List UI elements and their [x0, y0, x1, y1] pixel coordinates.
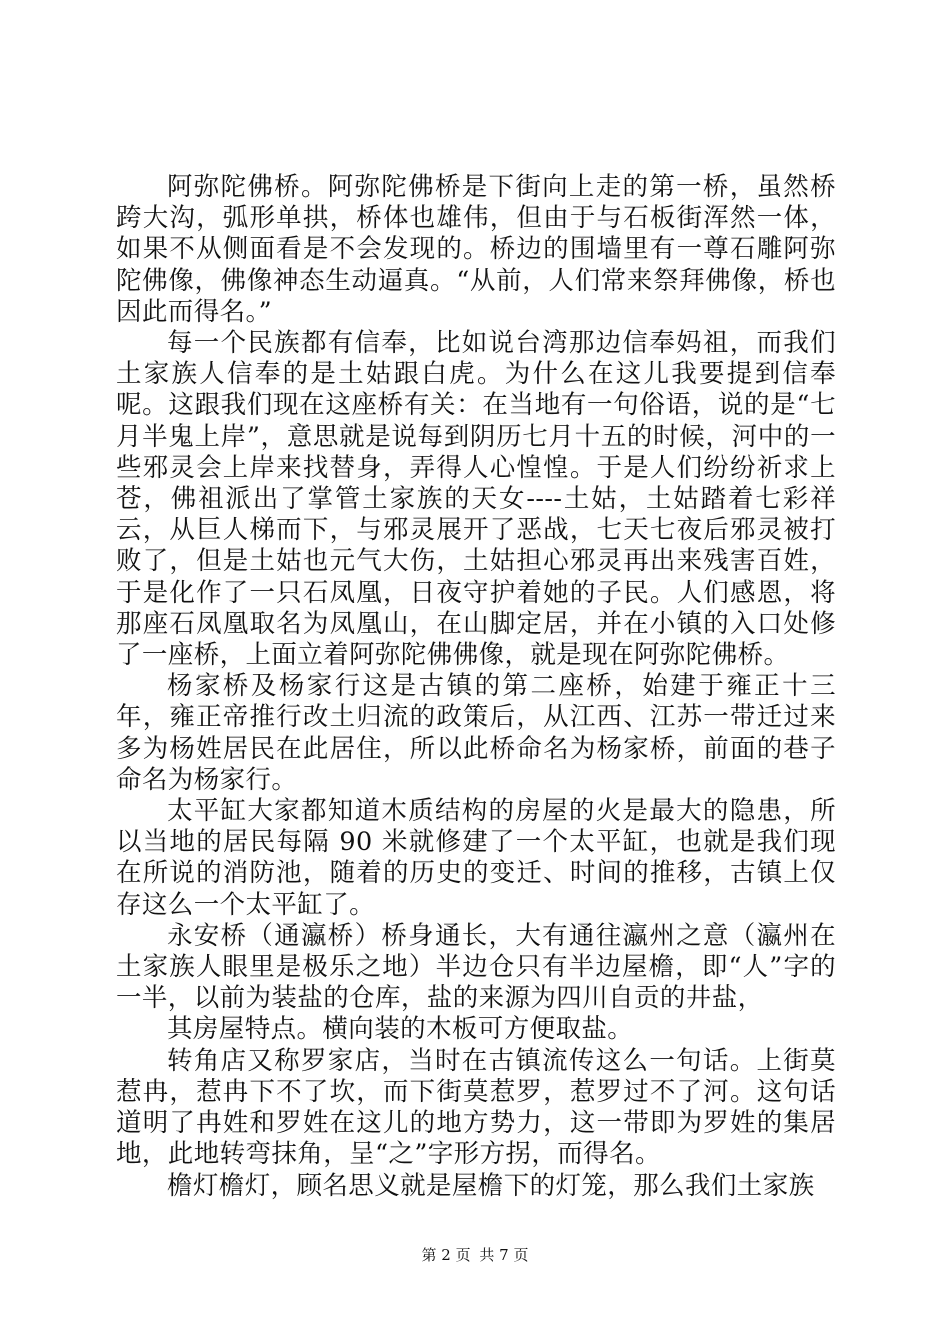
- paragraph-house-feature: 其房屋特点。横向装的木板可方便取盐。: [167, 1014, 634, 1045]
- page-number: 第 2 页: [421, 1246, 471, 1264]
- paragraph-amituofo-bridge: 阿弥陀佛桥。阿弥陀佛桥是下街向上走的第一桥，虽然桥跨大沟，弧形单拱，桥体也雄伟，但由于与石板街浑然一体，如果不从侧面看是不会发现的。桥边的围墙里有一尊石雕阿弥陀佛像，佛像神态生动逼真。“从前，人们常来祭拜佛像，桥也因此而得名。”: [116, 172, 836, 327]
- paragraph-eave-lantern: 檐灯檐灯，顾名思义就是屋檐下的灯笼，那么我们土家族: [167, 1170, 815, 1201]
- page-footer: [0, 1244, 950, 1265]
- paragraph-corner-shop: 转角店又称罗家店，当时在古镇流传这么一句话。上街莫惹冉，惹冉下不了坎，而下街莫惹罗，惹罗过不了河。这句话道明了冉姓和罗姓在这儿的地方势力，这一带即为罗姓的集居地，此地转弯抹角，呈“之”字形方拐，而得名。: [116, 1045, 836, 1170]
- paragraph-yang-family-bridge: 杨家桥及杨家行这是古镇的第二座桥，始建于雍正十三年，雍正帝推行改土归流的政策后，从江西、江苏一带迁过来多为杨姓居民在此居住，所以此桥命名为杨家桥，前面的巷子命名为杨家行。: [116, 671, 836, 795]
- page-total: 共 7 页: [479, 1246, 529, 1264]
- paragraph-yongan-bridge: 永安桥（通瀛桥）桥身通长，大有通往瀛州之意（瀛州在土家族人眼里是极乐之地）半边仓只有半边屋檐，即“人”字的一半，以前为装盐的仓库，盐的来源为四川自贡的井盐，: [116, 920, 836, 1014]
- paragraph-tujia-belief: 每一个民族都有信奉，比如说台湾那边信奉妈祖，而我们土家族人信奉的是土姑跟白虎。为什么在这儿我要提到信奉呢。这跟我们现在这座桥有关：在当地有一句俗语，说的是“七月半鬼上岸”，意思就是说每到阴历七月十五的时候，河中的一些邪灵会上岸来找替身，弄得人心惶惶。于是人们纷纷祈求上苍，佛祖派出了掌管土家族的天女----土姑，土姑踏着七彩祥云，从巨人梯而下，与邪灵展开了恶战，七天七夜后邪灵被打败了，但是土姑也元气大伤，土姑担心邪灵再出来残害百姓，于是化作了一只石凤凰，日夜守护着她的子民。人们感恩，将那座石凤凰取名为凤凰山，在山脚定居，并在小镇的入口处修了一座桥，上面立着阿弥陀佛佛像，就是现在阿弥陀佛桥。: [116, 328, 836, 671]
- paragraph-taiping-vat: 太平缸大家都知道木质结构的房屋的火是最大的隐患，所以当地的居民每隔 90 米就修建了一个太平缸，也就是我们现在所说的消防池，随着的历史的变迁、时间的推移，古镇上仅存这么一个太平缸了。: [116, 796, 836, 920]
- document-body: [116, 172, 836, 1202]
